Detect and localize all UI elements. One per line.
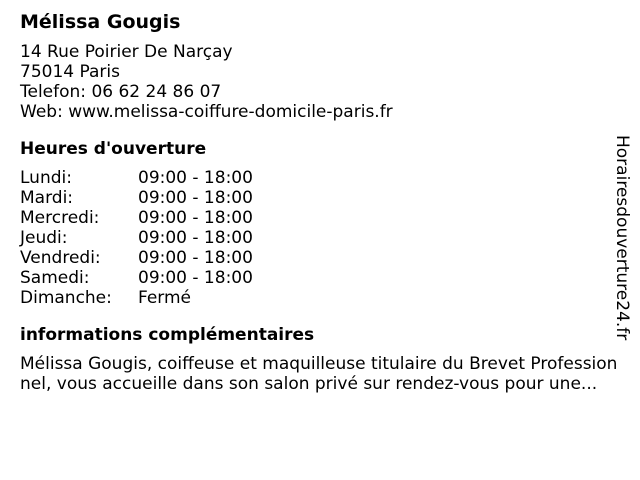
phone-number[interactable]: 06 62 24 86 07 xyxy=(91,82,222,102)
hours-day: Dimanche: xyxy=(20,288,112,308)
hours-day: Mardi: xyxy=(20,188,74,208)
hours-row-thursday xyxy=(20,228,620,248)
info-description: Mélissa Gougis, coiffeuse et maquilleuse titulaire du Brevet Professionnel, vous accueille dans son salon privé sur rendez-vous pour une... xyxy=(20,354,618,394)
hours-time: 09:00 - 18:00 xyxy=(138,248,253,268)
watermark: Horairesdouverture24.fr xyxy=(612,135,632,341)
phone-line xyxy=(20,82,620,102)
phone-label: Telefon: xyxy=(20,82,87,102)
hours-row-tuesday xyxy=(20,188,620,208)
business-name: Mélissa Gougis xyxy=(20,11,181,33)
hours-row-wednesday xyxy=(20,208,620,228)
hours-time: 09:00 - 18:00 xyxy=(138,268,253,288)
business-card xyxy=(20,8,620,394)
hours-time: 09:00 - 18:00 xyxy=(138,208,253,228)
hours-row-friday xyxy=(20,248,620,268)
address-street: 14 Rue Poirier De Narçay xyxy=(20,42,233,62)
hours-time: 09:00 - 18:00 xyxy=(138,168,253,188)
hours-row-sunday xyxy=(20,288,620,308)
hours-day: Jeudi: xyxy=(20,228,68,248)
address-city: 75014 Paris xyxy=(20,62,120,82)
hours-day: Samedi: xyxy=(20,268,90,288)
web-link[interactable]: www.melissa-coiffure-domicile-paris.fr xyxy=(68,102,393,122)
hours-time: 09:00 - 18:00 xyxy=(138,188,253,208)
hours-time: 09:00 - 18:00 xyxy=(138,228,253,248)
hours-day: Vendredi: xyxy=(20,248,101,268)
hours-table xyxy=(20,168,620,308)
hours-row-monday xyxy=(20,168,620,188)
hours-row-saturday xyxy=(20,268,620,288)
info-title: informations complémentaires xyxy=(20,325,315,345)
hours-time: Fermé xyxy=(138,288,192,308)
hours-title: Heures d'ouverture xyxy=(20,139,207,159)
hours-day: Lundi: xyxy=(20,168,72,188)
web-line xyxy=(20,102,620,122)
hours-day: Mercredi: xyxy=(20,208,100,228)
web-label: Web: xyxy=(20,102,63,122)
